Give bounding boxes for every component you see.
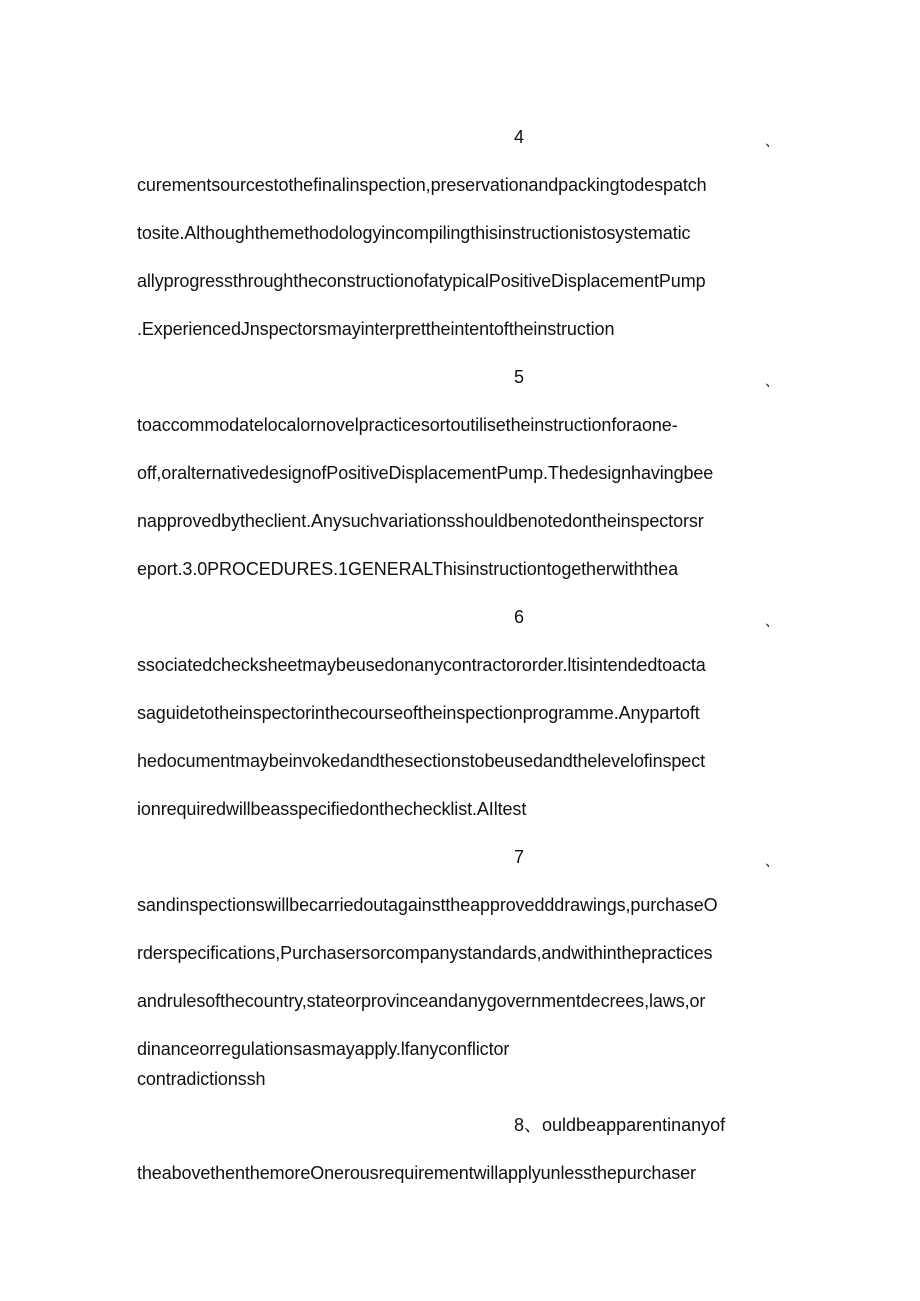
text-line: theabovethenthemoreOnerousrequirementwillapplyunlessthepurchaser bbox=[137, 1163, 696, 1183]
text-line: napprovedbytheclient.Anysuchvariationsshouldbenotedontheinspectorsr bbox=[137, 511, 704, 531]
page-number: 5 bbox=[514, 367, 525, 387]
page-number: 4 bbox=[514, 127, 525, 147]
separator-mark: 、 bbox=[765, 853, 779, 869]
text-line: off,oralternativedesignofPositiveDisplacementPump.Thedesignhavingbee bbox=[137, 463, 714, 483]
section-heading: 8、ouldbeapparentinanyof bbox=[514, 1115, 726, 1135]
separator-mark: 、 bbox=[765, 133, 779, 149]
text-line: andrulesofthecountry,stateorprovinceandanygovernmentdecrees,laws,or bbox=[137, 991, 706, 1011]
text-line: sandinspectionswillbecarriedoutagainsttheapprovedddrawings,purchaseO bbox=[137, 895, 718, 915]
text-line: hedocumentmaybeinvokedandthesectionstobeusedandthelevelofinspect bbox=[137, 751, 706, 771]
text-line: saguidetotheinspectorinthecourseoftheinspectionprogramme.Anypartoft bbox=[137, 703, 700, 723]
text-line: dinanceorregulationsasmayapply.lfanyconflictor bbox=[137, 1039, 510, 1059]
text-line: curementsourcestothefinalinspection,preservationandpackingtodespatch bbox=[137, 175, 707, 195]
text-line: tosite.Althoughthemethodologyincompilingthisinstructionistosystematic bbox=[137, 223, 691, 243]
text-line: contradictionssh bbox=[137, 1069, 266, 1089]
text-line: allyprogressthroughtheconstructionofatypicalPositiveDisplacementPump bbox=[137, 271, 706, 291]
text-line: .ExperiencedJnspectorsmayinterprettheintentoftheinstruction bbox=[137, 319, 615, 339]
text-line: ionrequiredwillbeasspecifiedonthechecklist.AIltest bbox=[137, 799, 527, 819]
page-number: 7 bbox=[514, 847, 525, 867]
separator-mark: 、 bbox=[765, 613, 779, 629]
text-line: ssociatedchecksheetmaybeusedonanycontractororder.ltisintendedtoacta bbox=[137, 655, 706, 675]
text-line: rderspecifications,Purchasersorcompanystandards,andwithinthepractices bbox=[137, 943, 713, 963]
text-line: eport.3.0PROCEDURES.1GENERALThisinstructiontogetherwiththea bbox=[137, 559, 679, 579]
separator-mark: 、 bbox=[765, 373, 779, 389]
text-line: toaccommodatelocalornovelpracticesortoutilisetheinstructionforaone- bbox=[137, 415, 678, 435]
page-number: 6 bbox=[514, 607, 525, 627]
